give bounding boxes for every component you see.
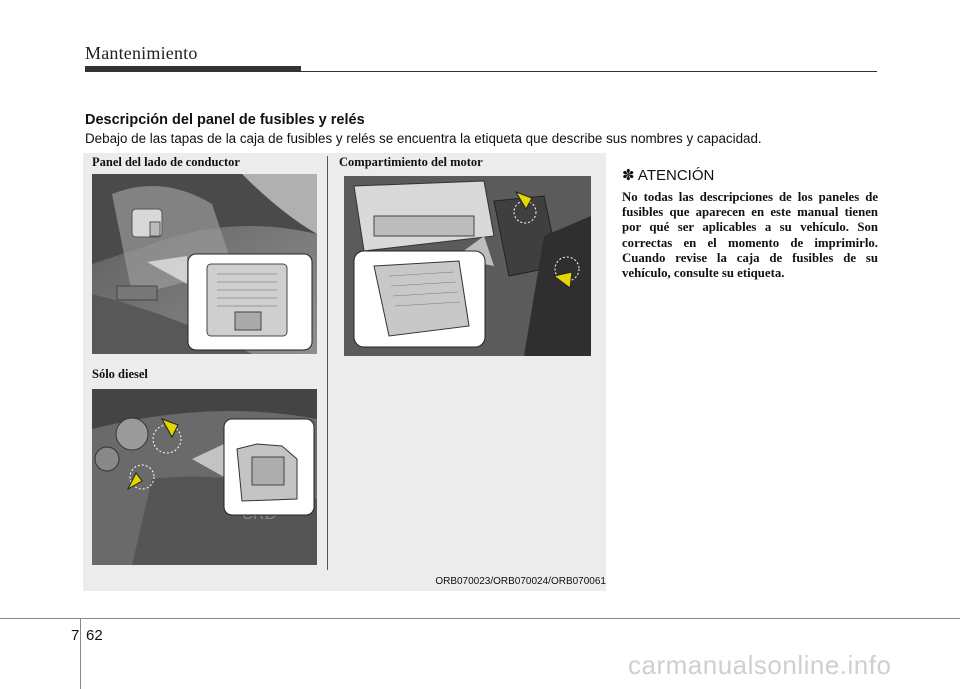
caption-driver-panel: Panel del lado de conductor (92, 155, 240, 169)
figure-divider (327, 156, 328, 570)
section-title: Mantenimiento (85, 43, 198, 63)
header-rule-thin (301, 71, 877, 72)
caption-engine-compartment: Compartimiento del motor (339, 155, 483, 169)
attention-body: No todas las descripciones de los paneles de fusibles que aparecen en este manual tienen por qué ser aplicables a su vehículo. Son correctas en el momento de imprimirlo. Cuando revise la caja de fusibles de su vehículo, consulte su etiqueta. (622, 190, 878, 281)
caption-diesel-only: Sólo diesel (92, 367, 148, 381)
intro-paragraph: Debajo de las tapas de la caja de fusibles y relés se encuentra la etiqueta que describe sus nombres y capacidad. (85, 131, 762, 146)
watermark: carmanualsonline.info (628, 650, 892, 680)
driver-panel-photo (92, 174, 317, 354)
attention-symbol-icon: ✽ (622, 167, 635, 184)
subsection-title: Descripción del panel de fusibles y relés (85, 112, 365, 128)
engine-compartment-photo (344, 176, 591, 356)
chapter-number: 7 (71, 627, 80, 644)
attention-title (622, 166, 714, 184)
footer-vertical-rule (80, 618, 81, 689)
header-rule-thick (85, 66, 301, 72)
page-number: 62 (86, 627, 103, 644)
attention-title-text: ATENCIÓN (637, 167, 715, 184)
footer-rule (0, 618, 960, 619)
diesel-fuse-photo (92, 389, 317, 565)
figure-reference-code: ORB070023/ORB070024/ORB070061 (435, 576, 606, 587)
